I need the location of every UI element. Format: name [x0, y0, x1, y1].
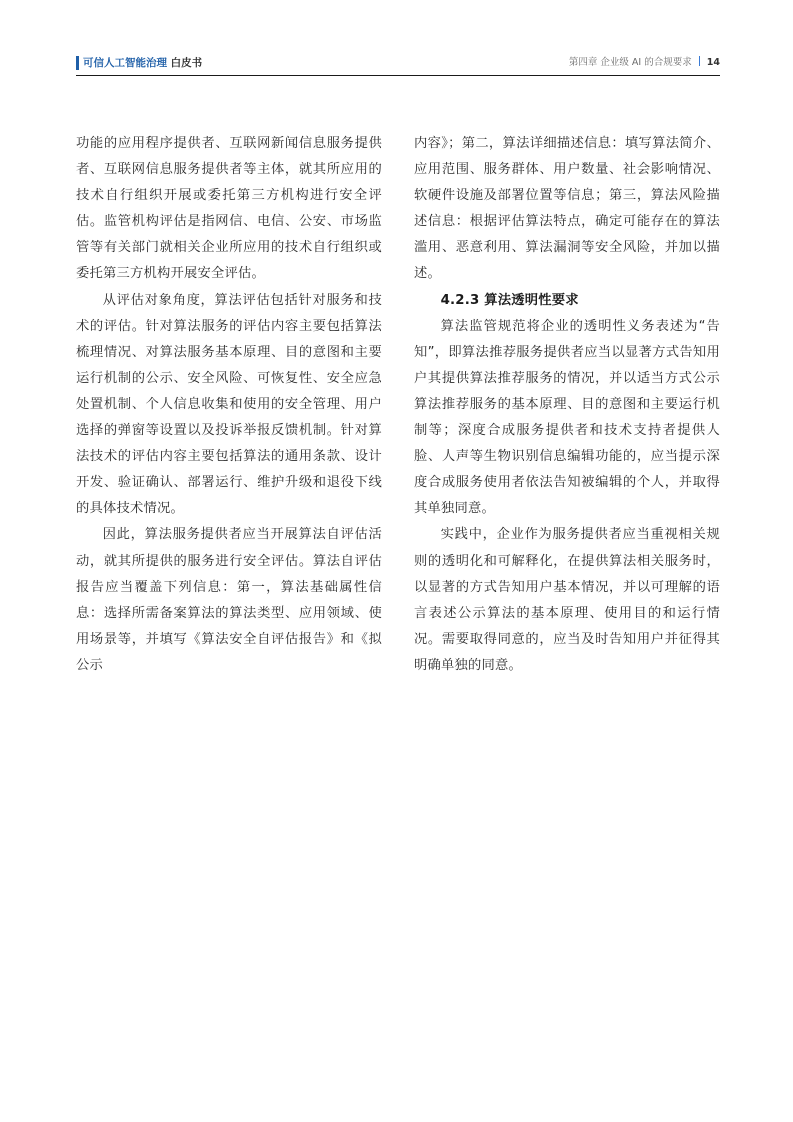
page-number: 14 — [706, 57, 720, 68]
body-paragraph: 算法监管规范将企业的透明性义务表述为“告知”，即算法推荐服务提供者应当以显著方式告知用户其提供算法推荐服务的情况，并以适当方式公示算法推荐服务的基本原理、目的意图和主要运行机制等；深度合成服务提供者和技术支持者提供人脸、人声等生物识别信息编辑功能的，应当提示深度合成服务使用者依法告知被编辑的个人，并取得其单独同意。 — [414, 318, 720, 517]
header-rule — [76, 75, 720, 76]
chapter-title: 第四章 企业级 AI 的合规要求 — [568, 57, 692, 68]
body-paragraph: 实践中，企业作为服务提供者应当重视相关规则的透明化和可解释化，在提供算法相关服务时，以显著的方式告知用户基本情况，并以可理解的语言表述公示算法的基本原理、使用目的和运行情况。需要取得同意的，应当及时告知用户并征得其明确单独的同意。 — [414, 527, 720, 673]
left-column — [76, 131, 382, 679]
right-column — [414, 131, 720, 679]
document-title — [76, 56, 202, 70]
section-heading: 4.2.3 算法透明性要求 — [440, 292, 579, 308]
page-header — [76, 54, 720, 76]
body-paragraph: 内容》；第二，算法详细描述信息：填写算法简介、应用范围、服务群体、用户数量、社会影响情况、软硬件设施及部署位置等信息；第三，算法风险描述信息：根据评估算法特点，确定可能存在的算法滥用、恶意利用、算法漏洞等安全风险，并加以描述。 — [414, 136, 720, 282]
document-title-brand: 可信人工智能治理 — [83, 57, 167, 69]
document-title-type: 白皮书 — [170, 57, 203, 69]
body-paragraph: 功能的应用程序提供者、互联网新闻信息服务提供者、互联网信息服务提供者等主体，就其所应用的技术自行组织开展或委托第三方机构进行安全评估。监管机构评估是指网信、电信、公安、市场监管等有关部门就相关企业所应用的技术自行组织或委托第三方机构开展安全评估。 — [76, 136, 382, 282]
chapter-info — [569, 56, 720, 70]
header-divider — [699, 56, 700, 66]
body-paragraph: 从评估对象角度，算法评估包括针对服务和技术的评估。针对算法服务的评估内容主要包括算法梳理情况、对算法服务基本原理、目的意图和主要运行机制的公示、安全风险、可恢复性、安全应急处置机制、个人信息收集和使用的安全管理、用户选择的弹窗等设置以及投诉举报反馈机制。针对算法技术的评估内容主要包括算法的通用条款、设计开发、验证确认、部署运行、维护升级和退役下线的具体技术情况。 — [76, 292, 382, 517]
body-paragraph: 因此，算法服务提供者应当开展算法自评估活动，就其所提供的服务进行安全评估。算法自评估报告应当覆盖下列信息：第一，算法基础属性信息：选择所需备案算法的算法类型、应用领域、使用场景等，并填写《算法安全自评估报告》和《拟公示 — [76, 527, 382, 673]
